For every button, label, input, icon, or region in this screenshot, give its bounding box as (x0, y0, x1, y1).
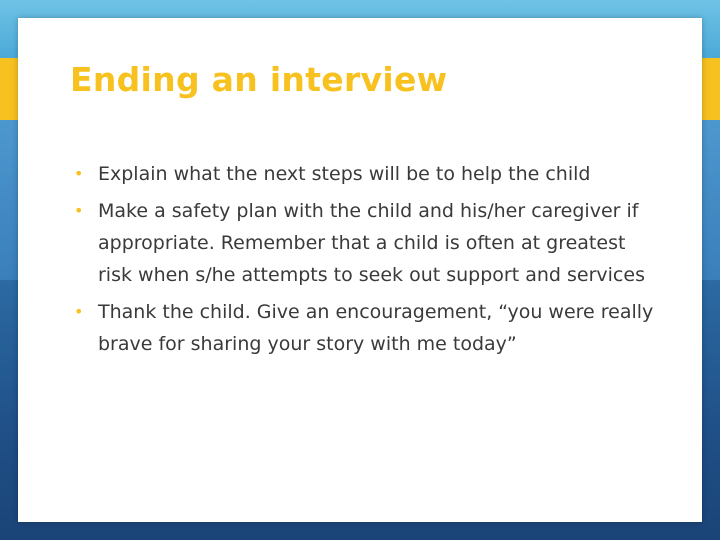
bullet-icon: • (74, 302, 84, 321)
bullet-item (74, 195, 658, 291)
bullet-icon: • (74, 164, 84, 183)
slide-title: Ending an interview (70, 60, 448, 99)
bullet-list (74, 158, 658, 365)
bullet-icon: • (74, 201, 84, 220)
bullet-text: Make a safety plan with the child and his/her caregiver if appropriate. Remember that a child is often at greatest risk when s/he attempts to seek out support and services (98, 200, 645, 286)
slide-panel (18, 18, 702, 522)
bullet-item (74, 158, 658, 190)
bullet-item (74, 296, 658, 360)
bullet-text: Explain what the next steps will be to help the child (98, 163, 591, 185)
bullet-text: Thank the child. Give an encouragement, “you were really brave for sharing your story with me today” (98, 301, 654, 355)
